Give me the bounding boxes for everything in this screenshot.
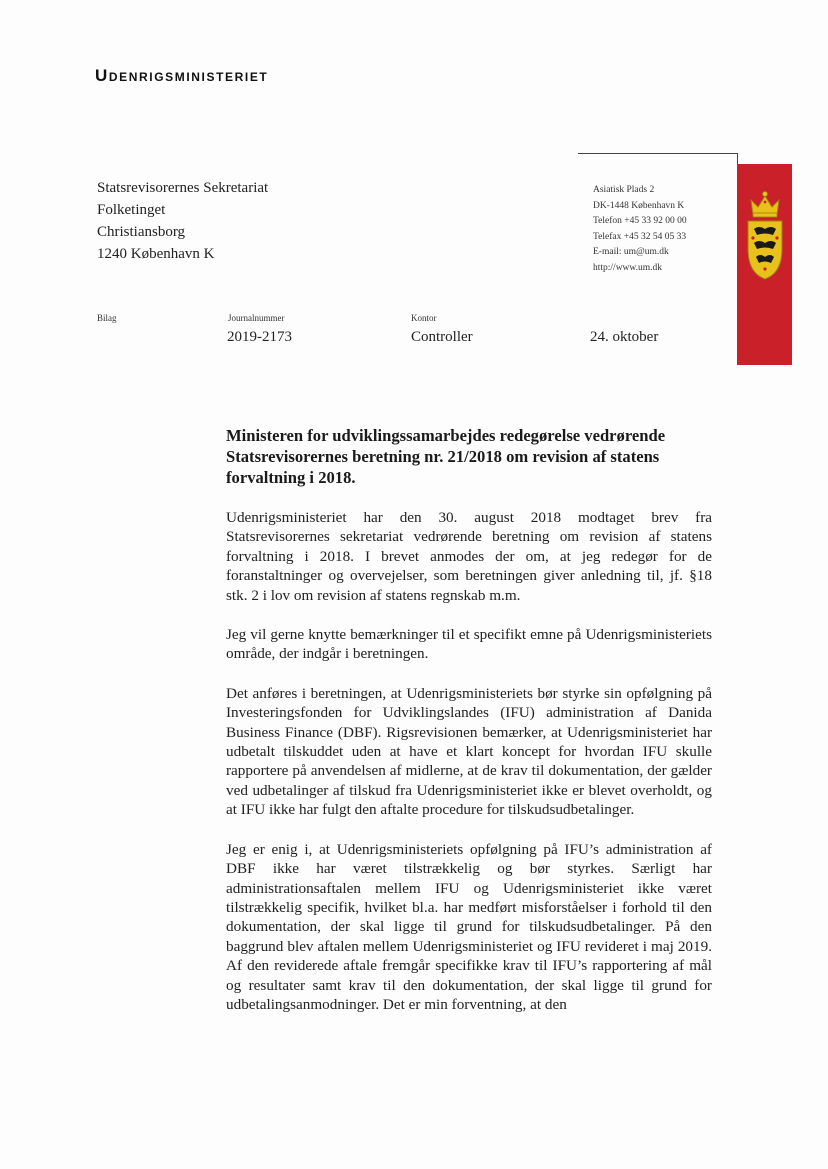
- contact-email: E-mail: um@um.dk: [593, 247, 669, 258]
- kontor-value: Controller: [411, 329, 473, 345]
- kontor-label: Kontor: [411, 313, 437, 323]
- recipient-line: Christiansborg: [97, 224, 186, 240]
- letter-subject: Ministeren for udviklingssamarbejdes redegørelse vedrørende Statsrevisorernes beretning nr. 21/2018 om revision af statens forvaltning i 2018.: [226, 426, 666, 487]
- contact-address: Asiatisk Plads 2: [593, 185, 655, 195]
- body-paragraph: Jeg er enig i, at Udenrigsministeriets opfølgning på IFU’s administration af DBF ikke har været tilstrækkelig og bør styrkes. Særligt har administrationsaftalen mellem IFU og Udenrigsministeriet ikke været tilstrækkelig specifik, hvilket bl.a. har medført misforståelser i forhold til den dokumentation, der skal ligge til grund for tilskudsudbetalinger. På den baggrund blev aftalen mellem Udenrigsministeriet og IFU revideret i maj 2019. Af den reviderede aftale fremgår specifikke krav til IFU’s rapportering af mål og resultater samt krav til den dokumentation, der skal ligge til grund for udbetalingsanmodninger. Det er min forventning, at den: [226, 840, 712, 1013]
- body-paragraph: Jeg vil gerne knytte bemærkninger til et specifikt emne på Udenrigsministeriets område, der indgår i beretningen.: [226, 626, 712, 663]
- contact-fax: Telefax +45 32 54 05 33: [593, 231, 687, 242]
- bilag-label: Bilag: [97, 313, 117, 323]
- recipient-line: Folketinget: [97, 202, 166, 218]
- recipient-line: Statsrevisorernes Sekretariat: [97, 180, 269, 196]
- letterhead-frame-right: [737, 153, 738, 164]
- contact-phone: Telefon +45 33 92 00 00: [593, 216, 687, 227]
- contact-postal: DK-1448 København K: [593, 200, 685, 211]
- contact-info: [593, 183, 687, 277]
- journal-label: Journalnummer: [228, 313, 285, 323]
- recipient-line: 1240 København K: [97, 246, 215, 262]
- body-paragraph: Det anføres i beretningen, at Udenrigsministeriets bør styrke sin opfølgning på Investeringsfonden for Udviklingslandes (IFU) administration af Danida Business Finance (DBF). Rigsrevisionen bemærker, at Udenrigsministeriet har udbetalt tilskuddet uden at have et klart koncept for hvordan IFU skulle rapportere på anvendelsen af midlerne, at de krav til dokumentation, der gælder ved udbetalinger af tilskud fra Udenrigsministeriet ikke er blevet overholdt, og at IFU ikke har fulgt den aftalte procedure for tilskudsudbetalinger.: [226, 684, 712, 819]
- letter-body: [226, 508, 712, 1034]
- ministry-name: Udenrigsministeriet: [95, 66, 269, 85]
- letter-date: 24. oktober: [590, 329, 659, 345]
- royal-coat-of-arms-icon: [742, 187, 788, 283]
- recipient-address: [97, 177, 268, 265]
- journal-number: 2019-2173: [227, 329, 292, 345]
- letterhead-frame-top: [578, 153, 738, 154]
- contact-web: http://www.um.dk: [593, 262, 663, 273]
- body-paragraph: Udenrigsministeriet har den 30. august 2018 modtaget brev fra Statsrevisorernes sekretariat vedrørende beretning om revision af statens forvaltning i 2018. I brevet anmodes der om, at jeg redegør for de foranstaltninger og overvejelser, som beretningen giver anledning til, jf. §18 stk. 2 i lov om revision af statens regnskab m.m.: [226, 509, 712, 604]
